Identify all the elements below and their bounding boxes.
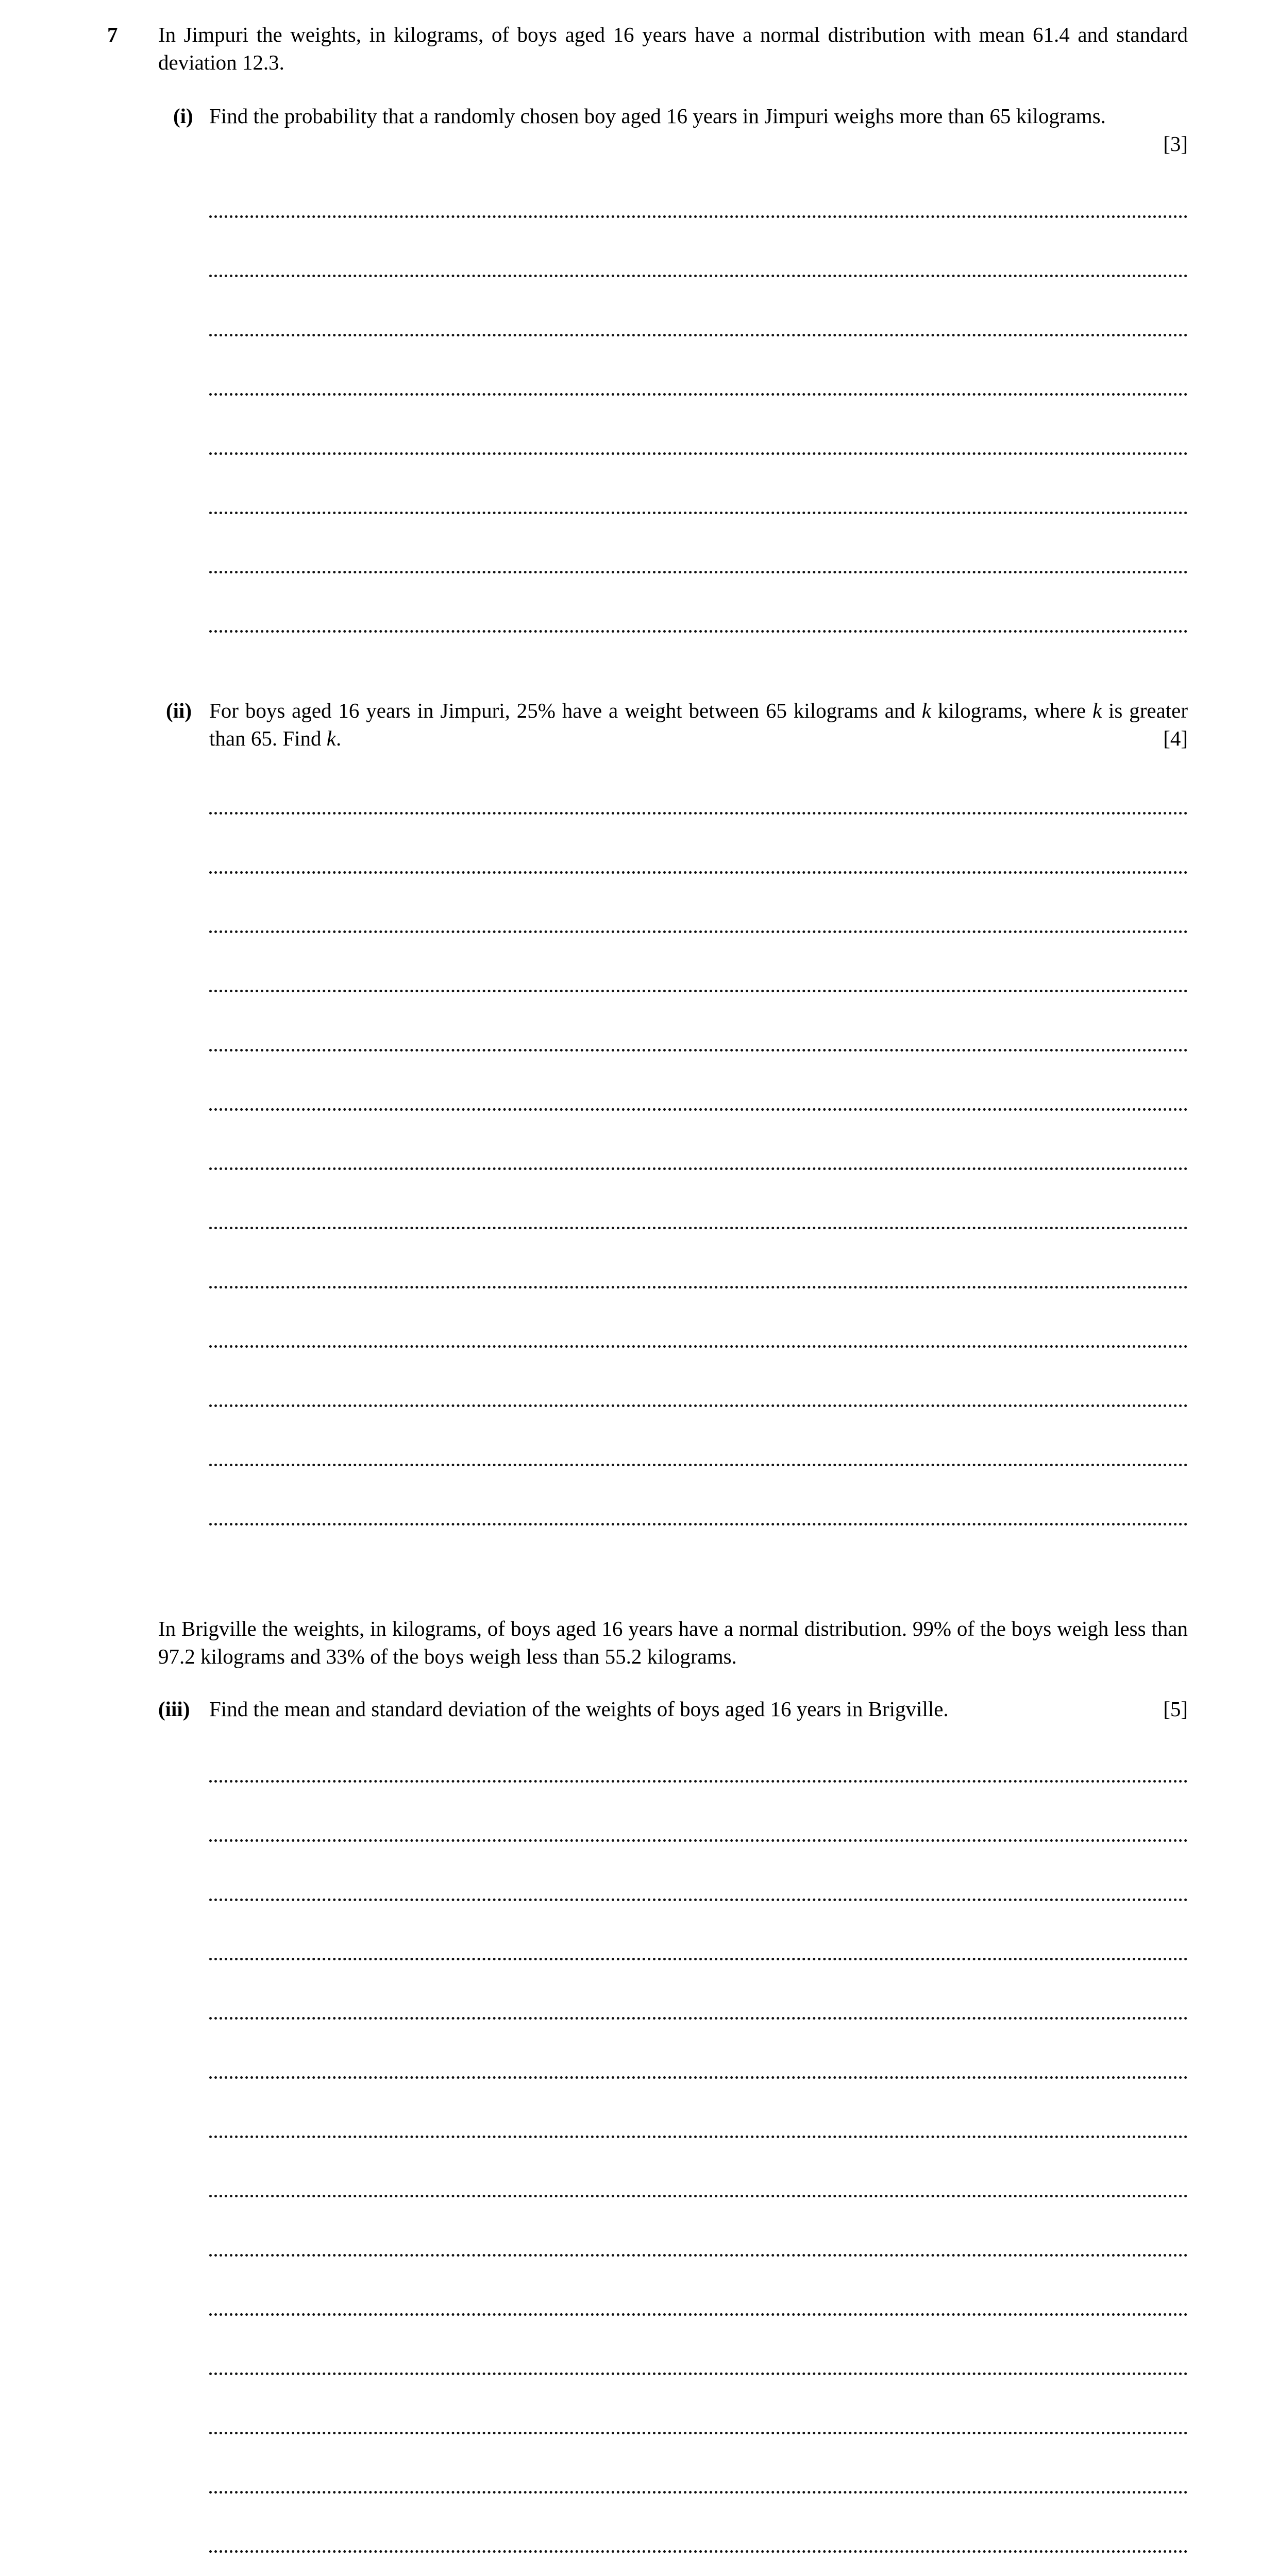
part-ii-text-d: . [336, 726, 342, 750]
question-intro: In Jimpuri the weights, in kilograms, of boys aged 16 years have a normal distribution with mean 61.4 and standard deviation 12.3. [158, 23, 1188, 74]
part-i-answer-area[interactable] [209, 159, 1188, 633]
answer-line[interactable] [209, 2257, 1188, 2316]
part-ii-text-a: For boys aged 16 years in Jimpuri, 25% have a weight between 65 kilograms and [209, 699, 922, 722]
part-ii-text-b: kilograms, where [931, 699, 1092, 722]
answer-line[interactable] [209, 2553, 1188, 2576]
answer-line[interactable] [209, 514, 1188, 573]
answer-line[interactable] [209, 1960, 1188, 2020]
answer-line[interactable] [209, 815, 1188, 874]
answer-line[interactable] [209, 1407, 1188, 1466]
answer-line[interactable] [209, 573, 1188, 633]
part-ii-marks: [4] [1163, 726, 1188, 750]
part-i-label: (i) [173, 104, 193, 128]
answer-line[interactable] [209, 1901, 1188, 1960]
answer-line[interactable] [209, 2138, 1188, 2197]
answer-line[interactable] [209, 2316, 1188, 2375]
part-ii-answer-area[interactable] [209, 755, 1188, 1526]
answer-line[interactable] [209, 2375, 1188, 2434]
answer-line[interactable] [209, 1229, 1188, 1289]
answer-line[interactable] [209, 874, 1188, 933]
answer-line[interactable] [209, 2197, 1188, 2257]
answer-line[interactable] [209, 1842, 1188, 1901]
answer-line[interactable] [209, 1348, 1188, 1407]
answer-line[interactable] [209, 1052, 1188, 1111]
answer-line[interactable] [209, 455, 1188, 514]
answer-line[interactable] [209, 2434, 1188, 2494]
answer-line[interactable] [209, 396, 1188, 455]
part-i-marks: [3] [1163, 132, 1188, 156]
part-iii-text: Find the mean and standard deviation of the weights of boys aged 16 years in Brigville. [209, 1697, 949, 1721]
answer-line[interactable] [209, 277, 1188, 336]
answer-line[interactable] [209, 755, 1188, 815]
answer-line[interactable] [209, 218, 1188, 277]
answer-line[interactable] [209, 2494, 1188, 2553]
part-ii-text [209, 697, 1188, 752]
part-iii-marks: [5] [1163, 1697, 1188, 1721]
part-i-text: Find the probability that a randomly chosen boy aged 16 years in Jimpuri weighs more than 65 kilograms. [209, 104, 1106, 128]
answer-line[interactable] [209, 336, 1188, 396]
answer-line[interactable] [209, 1466, 1188, 1526]
answer-line[interactable] [209, 933, 1188, 992]
answer-line[interactable] [209, 2079, 1188, 2138]
answer-line[interactable] [209, 2020, 1188, 2079]
variable-k: k [1092, 699, 1102, 722]
part-iii-label: (iii) [158, 1697, 190, 1721]
variable-k: k [326, 726, 336, 750]
answer-line[interactable] [209, 1170, 1188, 1229]
answer-line[interactable] [209, 159, 1188, 218]
answer-line[interactable] [209, 1783, 1188, 1842]
question-number: 7 [107, 23, 118, 46]
part-iii-answer-area[interactable] [209, 1723, 1188, 2576]
answer-line[interactable] [209, 1111, 1188, 1170]
part-ii-label: (ii) [166, 699, 192, 722]
variable-k: k [921, 699, 931, 722]
part-ii-text-c: is greater than 65. Find [209, 699, 1188, 750]
brigville-intro: In Brigville the weights, in kilograms, of boys aged 16 years have a normal distribution. 99% of the boys weigh less than 97.2 kilograms and 33% of the boys weigh less than 55.2 kilograms. [158, 1617, 1188, 1668]
answer-line[interactable] [209, 992, 1188, 1052]
answer-line[interactable] [209, 1723, 1188, 1783]
answer-line[interactable] [209, 1289, 1188, 1348]
